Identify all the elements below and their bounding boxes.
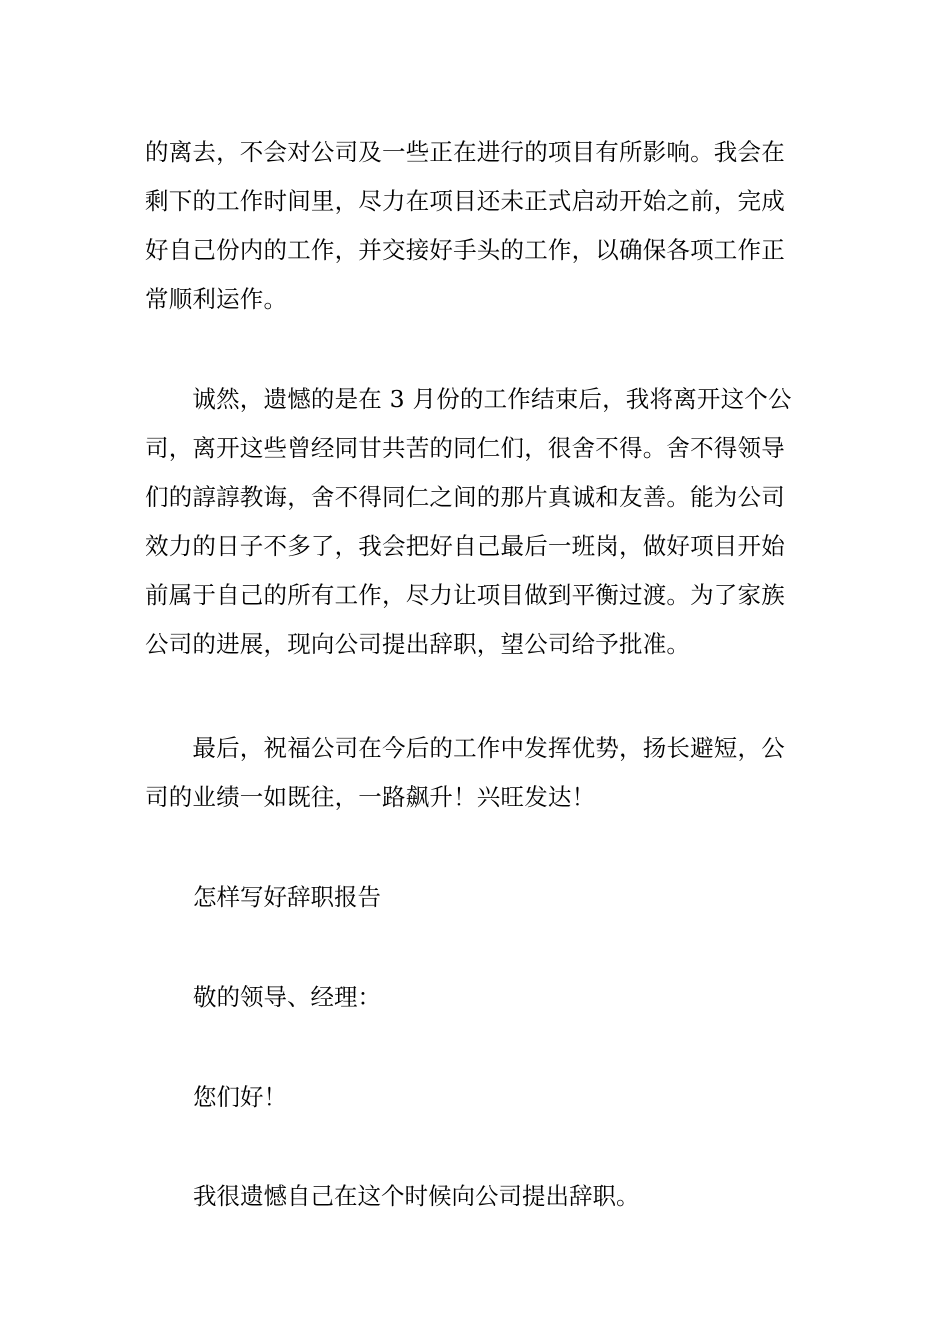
greeting: 您们好！: [193, 1083, 287, 1111]
paragraph-line: 的离去，不会对公司及一些正在进行的项目有所影响。我会在: [145, 138, 785, 166]
paragraph-continuation: [145, 128, 807, 324]
paragraph-blessing: [145, 724, 807, 822]
paragraph-line: 诚然，遗憾的是在 3 月份的工作结束后，我将离开这个公: [145, 385, 792, 413]
opening-sentence: 我很遗憾自己在这个时候向公司提出辞职。: [193, 1182, 640, 1210]
paragraph-line: 司，离开这些曾经同甘共苦的同仁们，很舍不得。舍不得领导: [145, 434, 785, 462]
paragraph-line: 公司的进展，现向公司提出辞职，望公司给予批准。: [145, 630, 691, 658]
section-heading: 怎样写好辞职报告: [193, 883, 381, 911]
paragraph-line: 们的諄諄教诲，舍不得同仁之间的那片真诚和友善。能为公司: [145, 483, 785, 511]
paragraph-line: 剩下的工作时间里，尽力在项目还未正式启动开始之前，完成: [145, 187, 785, 215]
paragraph-line: 最后，祝福公司在今后的工作中发挥优势，扬长避短，公: [145, 734, 785, 762]
paragraph-line: 前属于自己的所有工作，尽力让项目做到平衡过渡。为了家族: [145, 581, 785, 609]
paragraph-line: 常顺利运作。: [145, 285, 288, 313]
salutation: 敬的领导、经理：: [193, 983, 381, 1011]
paragraph-line: 好自己份内的工作，并交接好手头的工作，以确保各项工作正: [145, 236, 785, 264]
paragraph-regret: [145, 375, 807, 669]
paragraph-line: 效力的日子不多了，我会把好自己最后一班岗，做好项目开始: [145, 532, 785, 560]
paragraph-line: 司的业绩一如既往，一路飙升！兴旺发达！: [145, 783, 596, 811]
